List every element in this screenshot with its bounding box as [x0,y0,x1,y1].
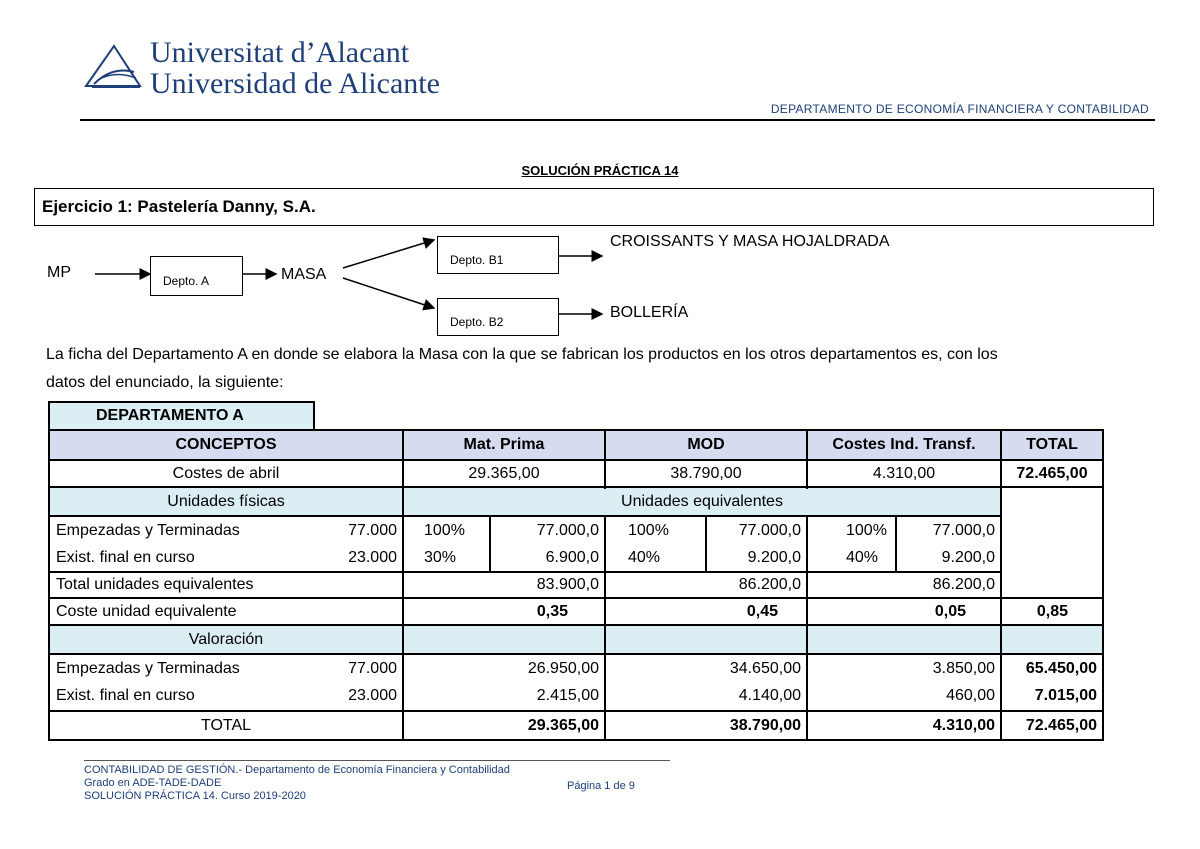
total-row-mod: 38.790,00 [729,716,801,734]
total-ue-mod: 86.200,0 [738,576,801,593]
unidades-fisicas-label: Unidades físicas [167,492,285,510]
ue-empezadas-label: Empezadas y Terminadas [56,521,240,539]
ue-exist-final-mp-val: 6.900,0 [545,548,599,566]
ue-empezadas-mod-val: 77.000,0 [738,521,801,539]
header-costes-ind-transf: Costes Ind. Transf. [832,436,976,453]
diagram-product-bolleria: BOLLERÍA [610,304,689,321]
intro-line-1: La ficha del Departamento A en donde se elabora la Masa con la que se fabrican los productos en los otros departamentos es, con los [46,346,998,363]
ue-empezadas-mp-val: 77.000,0 [536,521,599,539]
val-exist-final-cit: 460,00 [946,687,995,704]
valoracion-band-bg [404,626,1102,653]
ue-empezadas-cit-val: 77.000,0 [932,521,995,539]
diagram-output-masa: MASA [281,266,327,283]
val-empezadas-label: Empezadas y Terminadas [56,659,240,677]
university-name-valencian: Universitat d’Alacant [150,36,410,69]
footer-course: CONTABILIDAD DE GESTIÓN.- Departamento de Economía Financiera y Contabilidad [84,764,510,776]
val-empezadas-mod: 34.650,00 [729,659,801,677]
total-ue-label: Total unidades equivalentes [56,576,254,593]
diagram-input-mp: MP [47,264,71,281]
total-row-label: TOTAL [200,716,252,734]
coste-ue-cit: 0,05 [934,602,966,620]
ue-exist-final-mod-val: 9.200,0 [747,548,801,566]
diagram-box-depto-a [150,256,243,296]
intro-paragraph [46,341,1166,397]
ue-exist-final-mp-pct: 30% [424,548,457,566]
total-row-total: 72.465,00 [1025,716,1097,734]
costes-abril-total: 72.465,00 [1016,464,1088,482]
university-name-spanish: Universidad de Alicante [150,67,440,100]
ue-exist-final-mod-pct: 40% [628,548,661,566]
department-name: DEPARTAMENTO DE ECONOMÍA FINANCIERA Y CONTABILIDAD [770,102,1149,116]
costes-abril-label: Costes de abril [172,464,280,482]
table-title: DEPARTAMENTO A [96,407,244,424]
ue-empezadas-units: 77.000 [348,521,397,539]
university-logo [84,40,142,98]
document-title: SOLUCIÓN PRÁCTICA 14 [521,163,679,178]
header-total: TOTAL [1026,436,1078,453]
costes-abril-mod: 38.790,00 [670,464,742,482]
total-row-mp: 29.365,00 [527,716,599,734]
coste-ue-label: Coste unidad equivalente [56,602,237,620]
footer-practice: SOLUCIÓN PRÁCTICA 14. Curso 2019-2020 [84,790,306,802]
header-mod: MOD [687,436,725,453]
diagram-box-depto-b1 [437,236,559,274]
valoracion-label: Valoración [188,630,264,648]
coste-ue-mp: 0,35 [536,602,568,620]
arrow-masa-to-depto-b2 [343,278,434,308]
diagram-depto-b1-label: Depto. B1 [450,253,504,267]
val-exist-final-mod: 4.140,00 [738,687,801,704]
val-empezadas-units: 77.000 [348,659,397,677]
costes-abril-mp: 29.365,00 [468,464,540,482]
total-ue-cit: 86.200,0 [932,576,995,593]
ue-empezadas-mp-pct: 100% [424,521,465,539]
val-exist-final-mp: 2.415,00 [536,687,599,704]
val-exist-final-total: 7.015,00 [1034,687,1097,704]
coste-ue-total: 0,85 [1036,602,1068,620]
diagram-depto-b2-label: Depto. B2 [450,315,504,329]
process-diagram [0,228,1200,338]
unidades-equivalentes-label: Unidades equivalentes [621,492,783,510]
diagram-product-croissants: CROISSANTS Y MASA HOJALDRADA [610,233,890,250]
header-conceptos: CONCEPTOS [175,436,277,453]
costes-abril-cit: 4.310,00 [872,464,936,482]
exercise-title: Ejercicio 1: Pastelería Danny, S.A. [42,197,316,216]
ue-empezadas-mod-pct: 100% [628,521,669,539]
val-exist-final-units: 23.000 [348,687,397,704]
val-empezadas-cit: 3.850,00 [932,659,995,677]
header-mat-prima: Mat. Prima [463,436,545,453]
footer-divider [84,760,670,761]
diagram-box-depto-b2 [437,298,559,336]
val-empezadas-mp: 26.950,00 [527,659,599,677]
total-ue-mp: 83.900,0 [536,576,599,593]
ue-empezadas-cit-pct: 100% [846,521,887,539]
header-divider [80,119,1155,121]
ue-exist-final-units: 23.000 [348,548,397,566]
total-row-cit: 4.310,00 [932,716,995,734]
ue-exist-final-cit-val: 9.200,0 [941,548,995,566]
footer-degree: Grado en ADE-TADE-DADE [84,777,222,789]
diagram-depto-a-label: Depto. A [163,274,210,288]
intro-line-2: datos del enunciado, la siguiente: [46,374,284,391]
page-number: Página 1 de 9 [567,780,635,792]
val-exist-final-label: Exist. final en curso [56,687,195,704]
ue-exist-final-label: Exist. final en curso [56,548,195,566]
val-empezadas-total: 65.450,00 [1025,659,1097,677]
coste-ue-mod: 0,45 [746,602,778,620]
ue-exist-final-cit-pct: 40% [846,548,879,566]
cost-table-departamento-a [48,401,1104,741]
arrow-masa-to-depto-b1 [343,240,434,268]
exercise-title-box [34,188,1154,226]
